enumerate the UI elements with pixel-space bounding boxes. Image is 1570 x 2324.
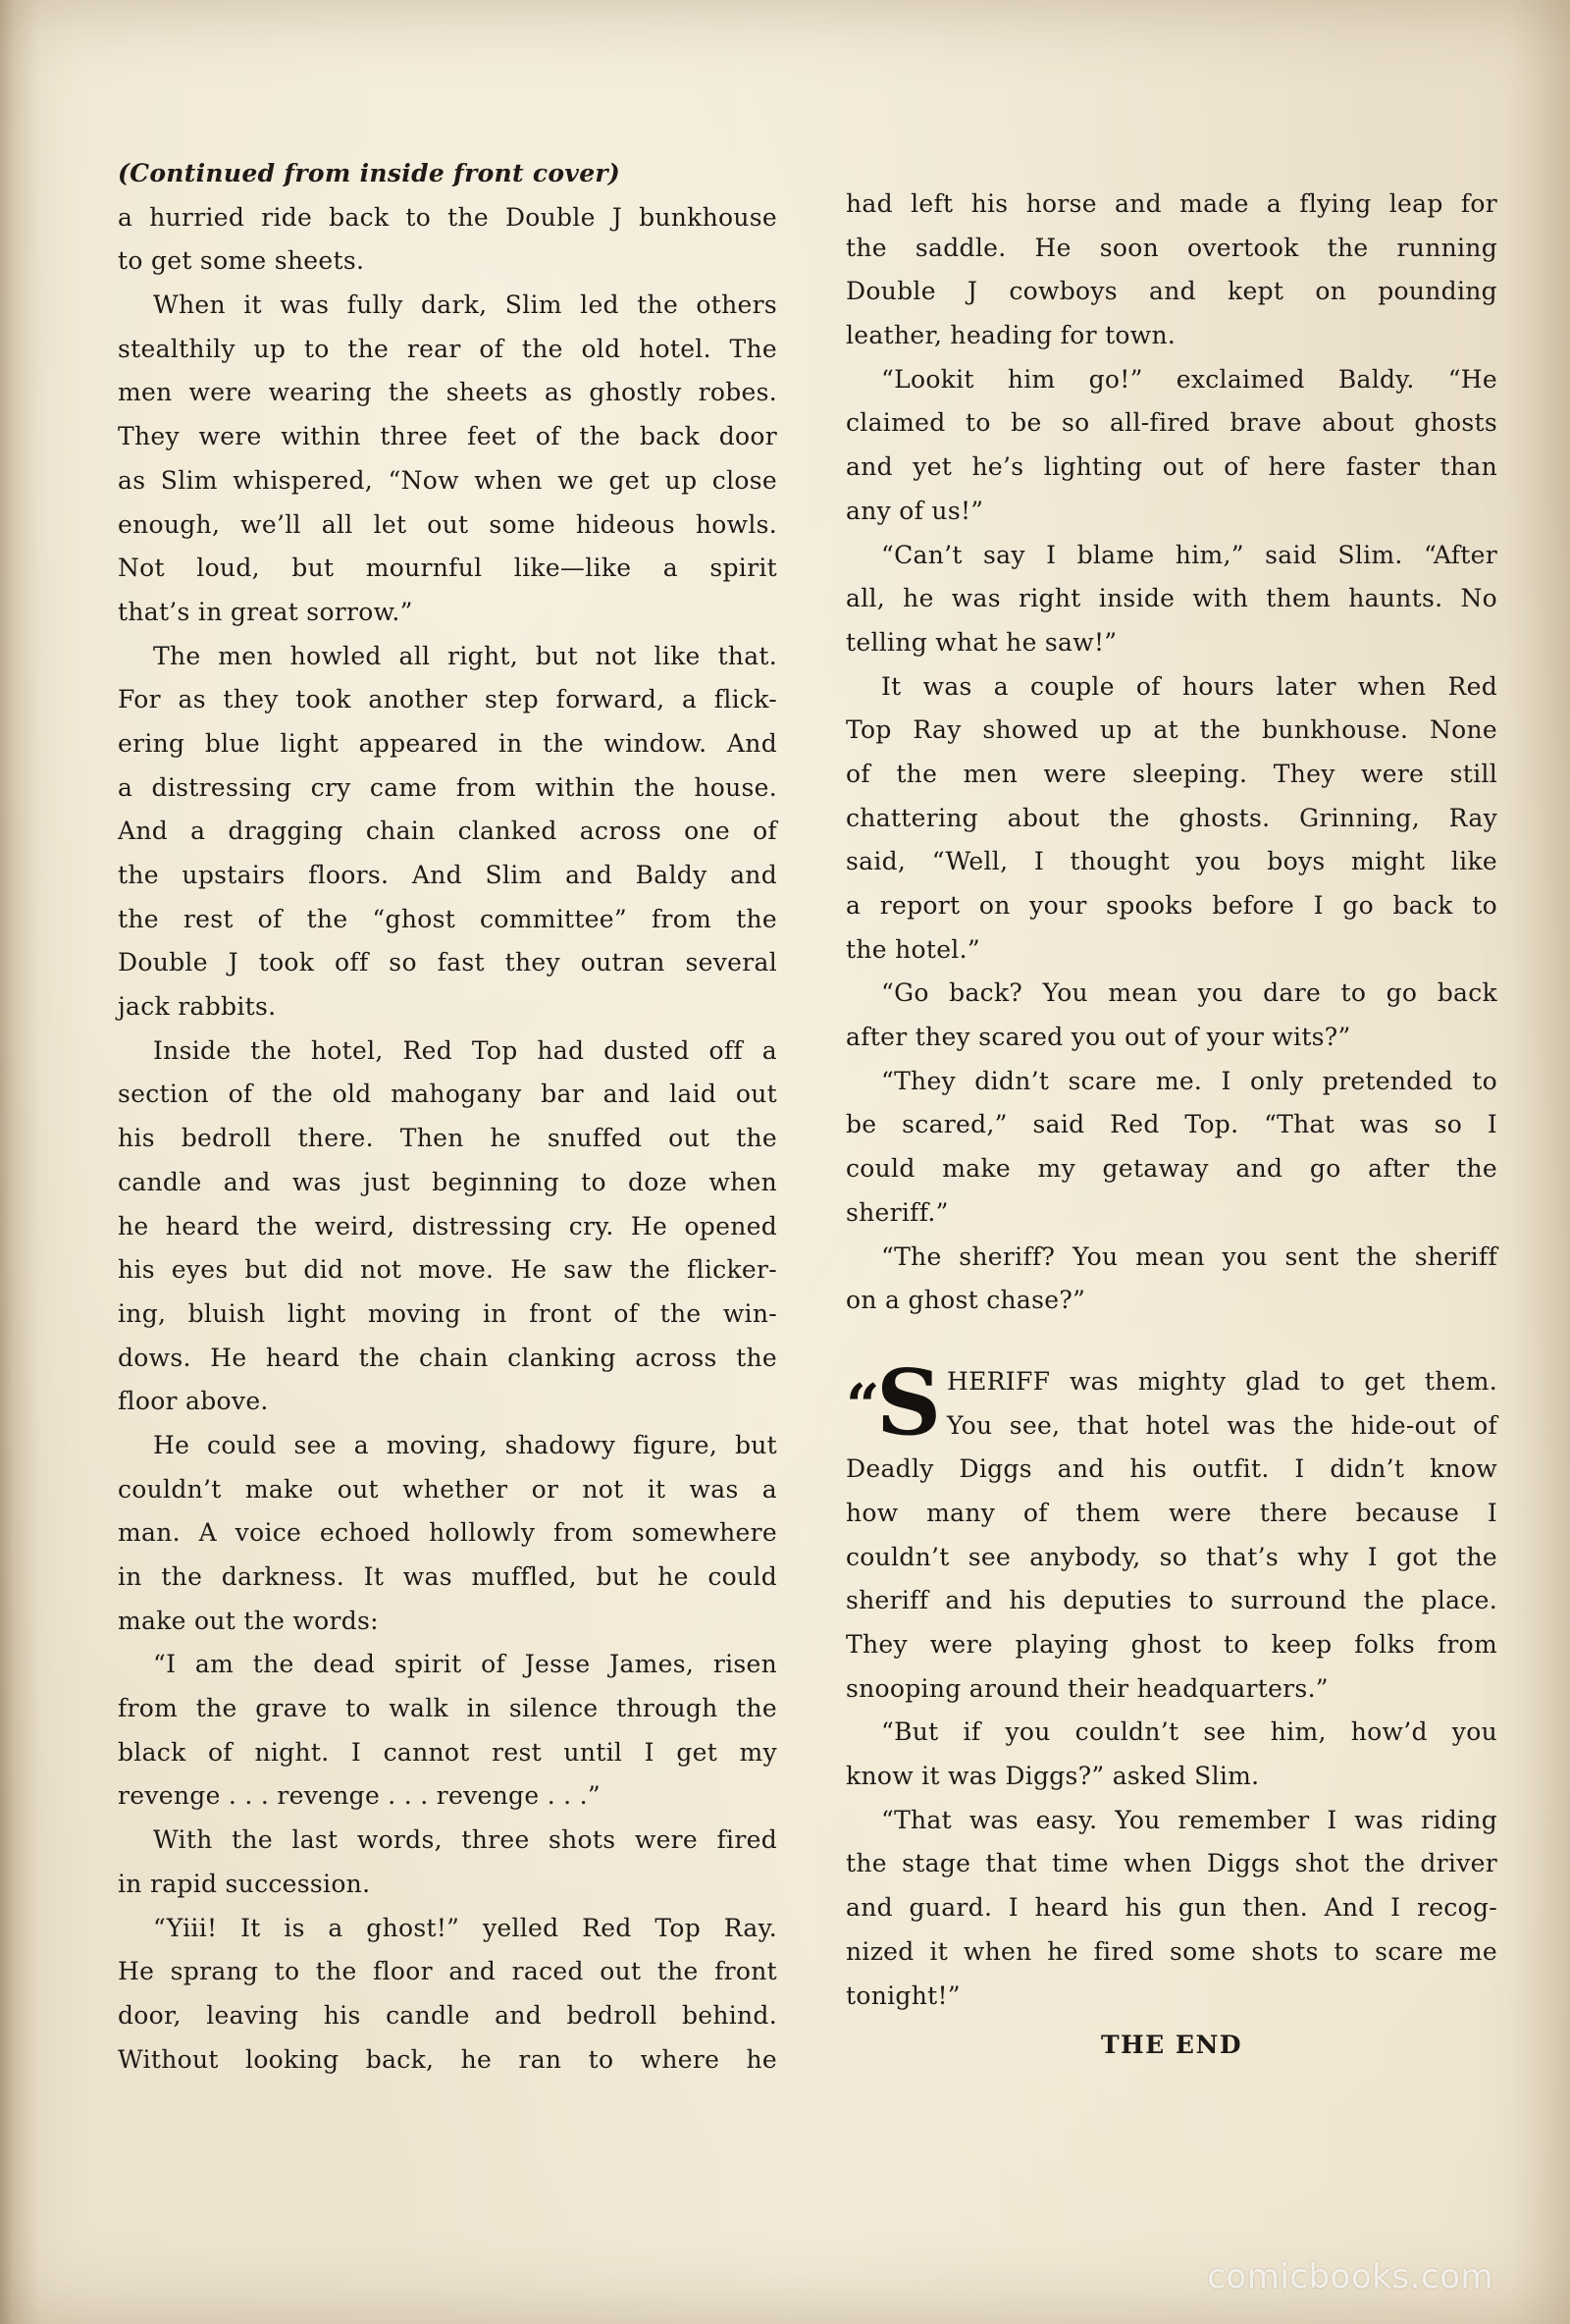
text-line: For as they took another step forward, a flick- bbox=[118, 685, 777, 714]
text-line: candle and was just beginning to doze when bbox=[118, 1167, 777, 1196]
text-line: his bedroll there. Then he snuffed out the bbox=[118, 1124, 777, 1153]
text-line: that’s in great sorrow.” bbox=[118, 597, 413, 626]
text-line: had left his horse and made a flying leap for bbox=[846, 189, 1497, 218]
text-line: ing, bluish light moving in front of the win- bbox=[118, 1298, 777, 1328]
text-line: after they scared you out of your wits?” bbox=[846, 1023, 1351, 1052]
text-line: in the darkness. It was muffled, but he could bbox=[118, 1562, 777, 1591]
text-line: “They didn’t scare me. I only pretended to bbox=[881, 1066, 1497, 1095]
dropcap-line-1: HERIFF was mighty glad to get them. bbox=[947, 1366, 1497, 1396]
text-line: section of the old mahogany bar and laid out bbox=[118, 1080, 777, 1109]
text-line: from the grave to walk in silence through the bbox=[118, 1694, 777, 1723]
dropcap-line-2: You see, that hotel was the hide-out of bbox=[947, 1410, 1497, 1440]
text-line: the upstairs floors. And Slim and Baldy and bbox=[118, 861, 777, 889]
text-line: He sprang to the floor and raced out the front bbox=[118, 1957, 777, 1986]
text-line: Deadly Diggs and his outfit. I didn’t know bbox=[846, 1454, 1497, 1484]
text-line: leather, heading for town. bbox=[846, 321, 1177, 350]
text-line: as Slim whispered, “Now when we get up close bbox=[118, 465, 777, 495]
dropcap-s: S bbox=[875, 1348, 942, 1455]
text-line: ering blue light appeared in the window. And bbox=[118, 728, 777, 758]
text-line: They were within three feet of the back door bbox=[118, 422, 777, 451]
text-line: stealthily up to the rear of the old hotel. The bbox=[118, 334, 777, 363]
text-line: floor above. bbox=[118, 1387, 269, 1416]
text-line: claimed to be so all-fired brave about ghosts bbox=[846, 408, 1497, 438]
text-line: the stage that time when Diggs shot the driver bbox=[846, 1849, 1497, 1878]
text-line: “The sheriff? You mean you sent the sheriff bbox=[881, 1241, 1497, 1271]
text-line: a distressing cry came from within the house. bbox=[118, 772, 777, 802]
dropcap-quote: “ bbox=[846, 1371, 880, 1441]
text-line: dows. He heard the chain clanking across the bbox=[118, 1343, 777, 1372]
text-line: telling what he saw!” bbox=[846, 627, 1118, 657]
text-line: “Lookit him go!” exclaimed Baldy. “He bbox=[881, 364, 1497, 394]
left-column-text bbox=[118, 196, 777, 2083]
site-watermark: comicbooks.com bbox=[1207, 2257, 1493, 2297]
dropcap-letter bbox=[846, 1348, 942, 1455]
text-line: He could see a moving, shadowy figure, but bbox=[153, 1430, 777, 1459]
text-line: “Can’t say I blame him,” said Slim. “After bbox=[881, 540, 1497, 569]
text-line: and yet he’s lighting out of here faster than bbox=[846, 452, 1497, 482]
text-line: “Yiii! It is a ghost!” yelled Red Top Ray. bbox=[153, 1913, 777, 1942]
text-line: “I am the dead spirit of Jesse James, risen bbox=[153, 1650, 777, 1679]
text-line: man. A voice echoed hollowly from somewhere bbox=[118, 1518, 777, 1548]
text-line: he heard the weird, distressing cry. He opened bbox=[118, 1211, 777, 1241]
dropcap-paragraph bbox=[846, 1348, 1497, 1455]
right-column bbox=[846, 183, 1497, 2068]
text-line: enough, we’ll all let out some hideous howls. bbox=[118, 509, 777, 539]
text-line: Double J took off so fast they outran several bbox=[118, 948, 777, 977]
text-line: all, he was right inside with them haunts. No bbox=[846, 584, 1497, 613]
text-line: be scared,” said Red Top. “That was so I bbox=[846, 1110, 1497, 1139]
text-line: tonight!” bbox=[846, 1981, 961, 2010]
text-line: on a ghost chase?” bbox=[846, 1286, 1086, 1315]
text-line: “That was easy. You remember I was riding bbox=[881, 1805, 1497, 1834]
text-line: jack rabbits. bbox=[118, 992, 277, 1022]
right-column-text-bottom bbox=[846, 1448, 1497, 2018]
text-line: black of night. I cannot rest until I get my bbox=[118, 1737, 777, 1767]
text-line: revenge . . . revenge . . . revenge . . .” bbox=[118, 1781, 602, 1811]
section-gap bbox=[846, 1323, 1497, 1360]
text-line: the saddle. He soon overtook the running bbox=[846, 233, 1497, 262]
left-column bbox=[118, 152, 777, 2082]
text-line: couldn’t see anybody, so that’s why I got the bbox=[846, 1542, 1497, 1571]
text-line: The men howled all right, but not like that. bbox=[153, 641, 777, 670]
text-line: sheriff and his deputies to surround the place. bbox=[846, 1586, 1497, 1615]
right-column-text-top bbox=[846, 183, 1497, 1323]
text-line: chattering about the ghosts. Grinning, Ray bbox=[846, 803, 1497, 832]
text-line: of the men were sleeping. They were still bbox=[846, 759, 1497, 788]
text-line: With the last words, three shots were fired bbox=[153, 1825, 777, 1855]
text-line: snooping around their headquarters.” bbox=[846, 1673, 1329, 1703]
text-line: men were wearing the sheets as ghostly robes. bbox=[118, 378, 777, 407]
text-line: It was a couple of hours later when Red bbox=[881, 671, 1497, 701]
text-line: nized it when he fired some shots to scare me bbox=[846, 1936, 1497, 1966]
text-line: Not loud, but mournful like—like a spirit bbox=[118, 554, 777, 583]
text-line: a report on your spooks before I go back to bbox=[846, 891, 1497, 920]
text-line: sheriff.” bbox=[846, 1197, 949, 1227]
text-line: “Go back? You mean you dare to go back bbox=[881, 978, 1497, 1008]
text-line: how many of them were there because I bbox=[846, 1498, 1497, 1527]
text-line: Inside the hotel, Red Top had dusted off a bbox=[153, 1035, 777, 1065]
text-line: know it was Diggs?” asked Slim. bbox=[846, 1762, 1260, 1791]
text-line: Without looking back, he ran to where he bbox=[118, 2044, 777, 2074]
text-line: and guard. I heard his gun then. And I recog- bbox=[846, 1893, 1497, 1923]
text-line: said, “Well, I thought you boys might like bbox=[846, 847, 1497, 876]
text-line: could make my getaway and go after the bbox=[846, 1154, 1497, 1184]
text-line: the hotel.” bbox=[846, 934, 980, 964]
text-line: any of us!” bbox=[846, 496, 984, 525]
text-line: Top Ray showed up at the bunkhouse. None bbox=[846, 715, 1497, 745]
continued-note: (Continued from inside front cover) bbox=[118, 159, 621, 187]
text-line: the rest of the “ghost committee” from the bbox=[118, 904, 777, 933]
text-line: door, leaving his candle and bedroll behind. bbox=[118, 2000, 777, 2030]
text-line: They were playing ghost to keep folks from bbox=[846, 1630, 1497, 1659]
text-line: to get some sheets. bbox=[118, 246, 365, 276]
text-line: “But if you couldn’t see him, how’d you bbox=[881, 1717, 1497, 1747]
text-line: Double J cowboys and kept on pounding bbox=[846, 277, 1497, 306]
text-line: in rapid succession. bbox=[118, 1869, 371, 1898]
text-line: When it was fully dark, Slim led the others bbox=[153, 290, 777, 320]
text-line: a hurried ride back to the Double J bunkhouse bbox=[118, 202, 777, 232]
text-line: make out the words: bbox=[118, 1606, 379, 1635]
the-end-label: THE END bbox=[1100, 2031, 1243, 2060]
text-line: And a dragging chain clanked across one of bbox=[118, 817, 777, 846]
text-line: his eyes but did not move. He saw the flicker- bbox=[118, 1255, 777, 1285]
text-line: couldn’t make out whether or not it was a bbox=[118, 1474, 777, 1504]
